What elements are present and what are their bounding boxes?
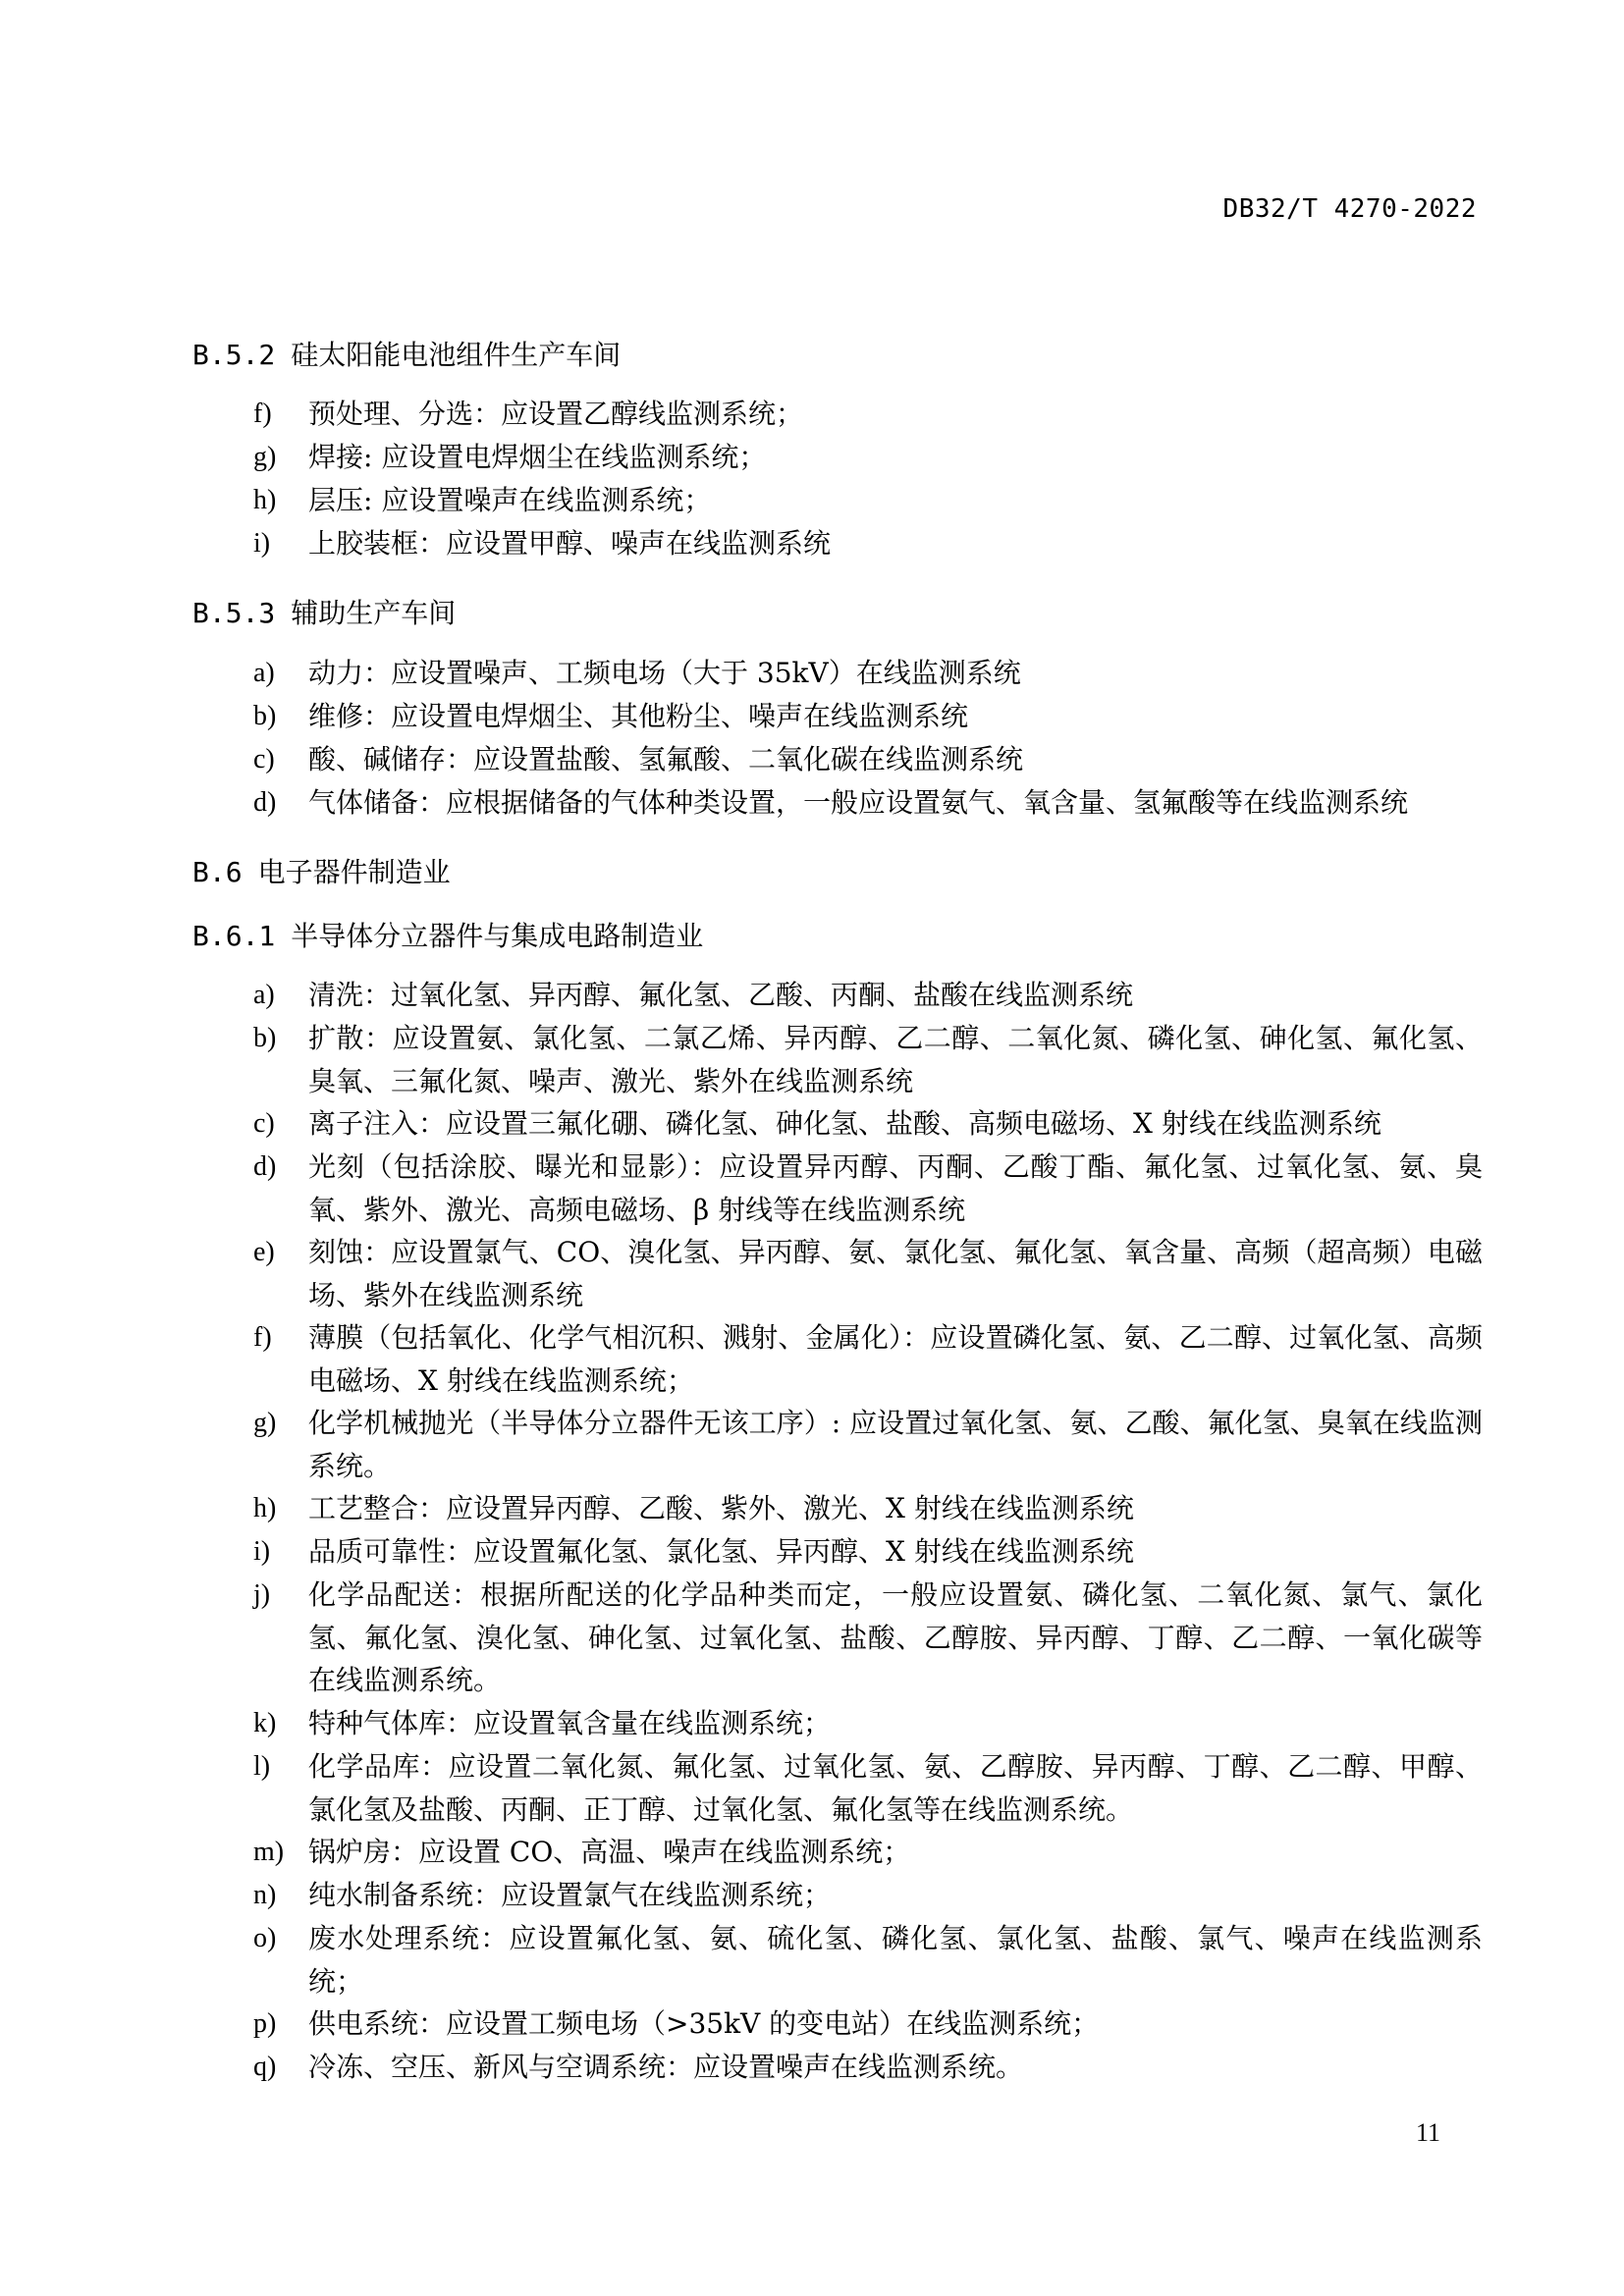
section-title: 硅太阳能电池组件生产车间 <box>291 339 622 371</box>
item-text: 维修：应设置电焊烟尘、其他粉尘、噪声在线监测系统 <box>308 700 969 732</box>
item-text: 扩散：应设置氨、氯化氢、二氯乙烯、异丙醇、乙二醇、二氧化氮、磷化氢、砷化氢、氟化氢、臭氧、三氟化氮、噪声、激光、紫外在线监测系统 <box>308 1022 1483 1097</box>
item-text: 酸、碱储存：应设置盐酸、氢氟酸、二氧化碳在线监测系统 <box>308 743 1024 775</box>
list-item <box>253 1874 1483 1917</box>
item-text: 废水处理系统：应设置氟化氢、氨、硫化氢、磷化氢、氯化氢、盐酸、氯气、噪声在线监测系统； <box>308 1922 1483 1998</box>
item-text: 冷冻、空压、新风与空调系统：应设置噪声在线监测系统。 <box>308 2051 1024 2083</box>
item-text: 气体储备：应根据储备的气体种类设置，一般应设置氨气、氧含量、氢氟酸等在线监测系统 <box>308 786 1409 819</box>
item-label: f) <box>253 1322 272 1353</box>
section-number: B.5.3 <box>192 597 276 629</box>
section-number: B.5.2 <box>192 339 276 371</box>
item-label: i) <box>253 1536 271 1567</box>
item-text: 层压: 应设置噪声在线监测系统； <box>308 484 712 516</box>
item-label: d) <box>253 787 277 818</box>
list-item <box>253 652 1483 695</box>
list-item <box>253 1316 1483 1402</box>
item-label: f) <box>253 399 272 429</box>
item-text: 化学机械抛光（半导体分立器件无该工序）: 应设置过氧化氢、氨、乙酸、氟化氢、臭氧在线监测系统。 <box>308 1407 1483 1482</box>
list-item <box>253 2002 1483 2046</box>
list-item <box>253 1574 1483 1702</box>
section-number: B.6 <box>192 856 243 888</box>
section-title: 半导体分立器件与集成电路制造业 <box>291 920 704 952</box>
list-item <box>253 393 1483 436</box>
section-title: 电子器件制造业 <box>257 856 451 888</box>
item-label: h) <box>253 1493 277 1523</box>
list-item <box>253 1102 1483 1146</box>
section-heading-b53 <box>192 592 456 631</box>
item-label: p) <box>253 2008 277 2039</box>
section-number: B.6.1 <box>192 920 276 952</box>
section-heading-b52 <box>192 334 621 373</box>
item-text: 刻蚀：应设置氯气、CO、溴化氢、异丙醇、氨、氯化氢、氟化氢、氧含量、高频（超高频）电磁场、紫外在线监测系统 <box>308 1236 1483 1311</box>
item-label: c) <box>253 1108 275 1139</box>
item-text: 焊接: 应设置电焊烟尘在线监测系统； <box>308 441 767 473</box>
item-text: 清洗：过氧化氢、异丙醇、氟化氢、乙酸、丙酮、盐酸在线监测系统 <box>308 979 1134 1011</box>
item-label: k) <box>253 1708 277 1738</box>
item-label: j) <box>253 1579 271 1610</box>
item-label: l) <box>253 1751 271 1782</box>
standard-code: DB32/T 4270-2022 <box>1222 194 1477 224</box>
item-text: 锅炉房：应设置 CO、高温、噪声在线监测系统； <box>308 1836 911 1868</box>
item-label: n) <box>253 1880 277 1910</box>
item-label: a) <box>253 980 275 1010</box>
item-text: 动力：应设置噪声、工频电场（大于 35kV）在线监测系统 <box>308 657 1021 689</box>
item-text: 工艺整合：应设置异丙醇、乙酸、紫外、激光、X 射线在线监测系统 <box>308 1492 1134 1524</box>
list-item <box>253 695 1483 738</box>
list-item <box>253 479 1483 522</box>
item-label: g) <box>253 442 277 472</box>
list-item <box>253 974 1483 1017</box>
list-item <box>253 1530 1483 1574</box>
page-number: 11 <box>1415 2118 1440 2147</box>
item-label: a) <box>253 658 275 688</box>
section-title: 辅助生产车间 <box>291 597 457 629</box>
item-label: d) <box>253 1151 277 1182</box>
item-text: 品质可靠性：应设置氟化氢、氯化氢、异丙醇、X 射线在线监测系统 <box>308 1535 1134 1568</box>
list-item <box>253 1487 1483 1530</box>
list-item <box>253 1017 1483 1102</box>
list-item <box>253 781 1483 825</box>
list-item <box>253 1231 1483 1316</box>
item-text: 化学品配送：根据所配送的化学品种类而定，一般应设置氨、磷化氢、二氧化氮、氯气、氯化氢、氟化氢、溴化氢、砷化氢、过氧化氢、盐酸、乙醇胺、异丙醇、丁醇、乙二醇、一氧化碳等在线监测系统。 <box>308 1578 1483 1696</box>
list-item <box>253 1831 1483 1874</box>
item-text: 离子注入：应设置三氟化硼、磷化氢、砷化氢、盐酸、高频电磁场、X 射线在线监测系统 <box>308 1107 1381 1140</box>
item-text: 特种气体库：应设置氧含量在线监测系统； <box>308 1707 832 1739</box>
item-text: 预处理、分选：应设置乙醇线监测系统； <box>308 398 804 430</box>
list-item <box>253 738 1483 781</box>
item-label: c) <box>253 744 275 774</box>
list-item <box>253 436 1483 479</box>
item-label: e) <box>253 1237 275 1267</box>
item-label: i) <box>253 528 271 559</box>
list-item <box>253 1917 1483 2002</box>
item-text: 化学品库：应设置二氧化氮、氟化氢、过氧化氢、氨、乙醇胺、异丙醇、丁醇、乙二醇、甲醇、氯化氢及盐酸、丙酮、正丁醇、过氧化氢、氟化氢等在线监测系统。 <box>308 1750 1483 1826</box>
item-text: 光刻（包括涂胶、曝光和显影）：应设置异丙醇、丙酮、乙酸丁酯、氟化氢、过氧化氢、氨、臭氧、紫外、激光、高频电磁场、β 射线等在线监测系统 <box>308 1150 1483 1226</box>
list-item <box>253 1146 1483 1231</box>
item-label: b) <box>253 1023 277 1053</box>
item-label: b) <box>253 701 277 731</box>
list-item <box>253 1745 1483 1831</box>
item-label: q) <box>253 2052 277 2082</box>
item-text: 薄膜（包括氧化、化学气相沉积、溅射、金属化）：应设置磷化氢、氨、乙二醇、过氧化氢、高频电磁场、X 射线在线监测系统； <box>308 1321 1483 1397</box>
list-item <box>253 1402 1483 1487</box>
item-text: 供电系统：应设置工频电场（>35kV 的变电站）在线监测系统； <box>308 2007 1100 2040</box>
item-text: 纯水制备系统：应设置氯气在线监测系统； <box>308 1879 832 1911</box>
section-heading-b61 <box>192 915 703 954</box>
list-item <box>253 1702 1483 1745</box>
list-item <box>253 522 1483 565</box>
item-label: m) <box>253 1837 285 1867</box>
item-label: o) <box>253 1923 277 1953</box>
item-label: h) <box>253 485 277 515</box>
list-item <box>253 2046 1483 2089</box>
item-text: 上胶装框：应设置甲醇、噪声在线监测系统 <box>308 527 832 560</box>
section-heading-b6 <box>192 851 451 890</box>
item-label: g) <box>253 1408 277 1438</box>
